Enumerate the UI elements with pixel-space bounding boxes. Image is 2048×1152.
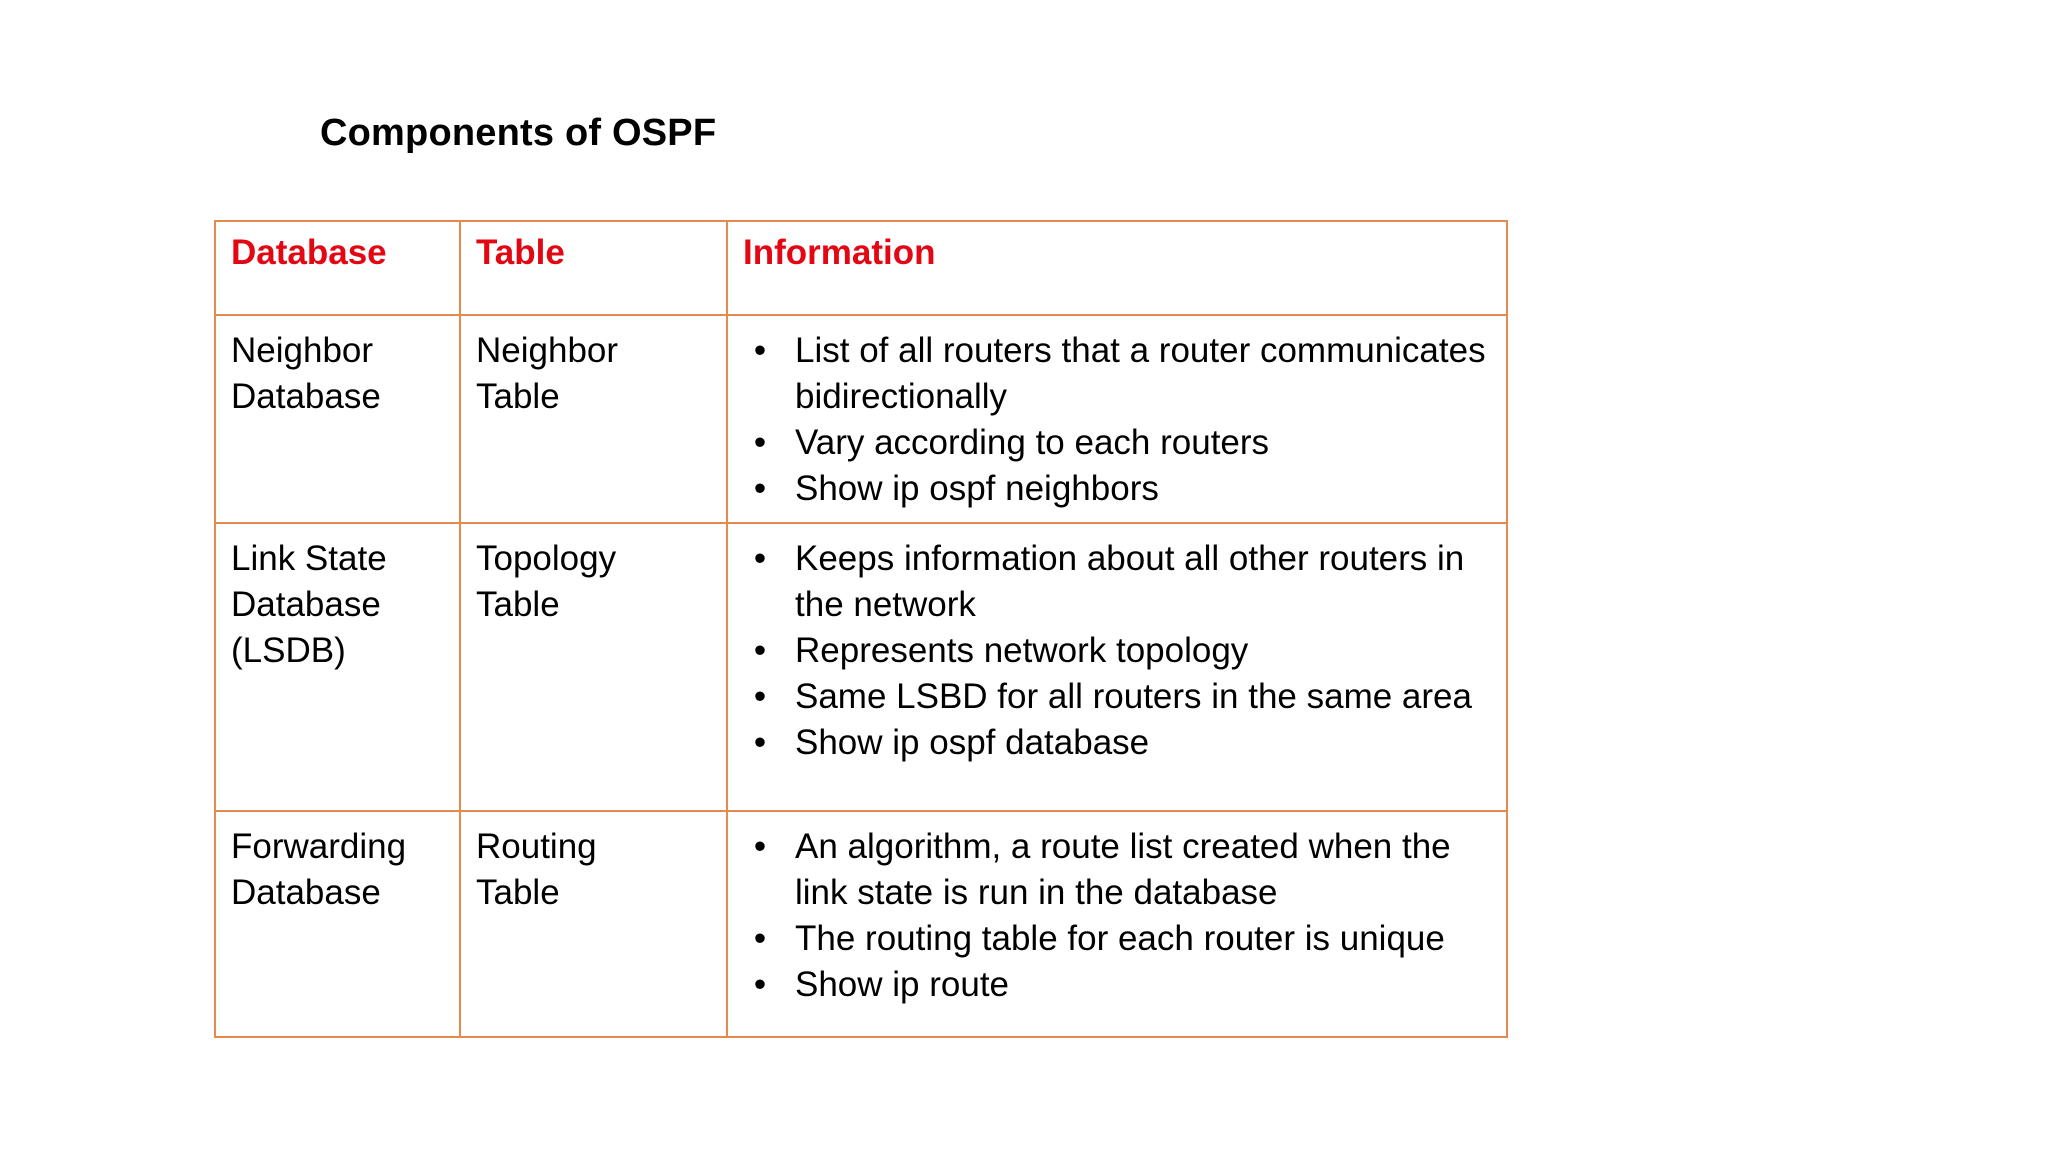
database-cell bbox=[215, 811, 460, 1037]
database-line: (LSDB) bbox=[231, 631, 346, 670]
bullet: • bbox=[753, 631, 767, 670]
table-line: Routing bbox=[476, 827, 597, 866]
bullet: • bbox=[753, 423, 767, 462]
list-item-text: Keeps information about all other routers in the network bbox=[795, 539, 1465, 624]
information-cell bbox=[727, 811, 1507, 1037]
database-line: Forwarding bbox=[231, 827, 407, 866]
list-item-text: List of all routers that a router communicates bidirectionally bbox=[795, 331, 1486, 416]
list-item bbox=[743, 466, 1492, 512]
table-cell bbox=[460, 523, 727, 811]
slide-title: Components of OSPF bbox=[320, 112, 717, 154]
list-item bbox=[743, 420, 1492, 466]
table-row bbox=[215, 811, 1507, 1037]
database-cell bbox=[215, 315, 460, 523]
table-line: Table bbox=[476, 377, 560, 416]
list-item-text: Vary according to each routers bbox=[795, 423, 1270, 462]
table-line: Neighbor bbox=[476, 331, 619, 370]
table-cell bbox=[460, 315, 727, 523]
table-header-row bbox=[215, 221, 1507, 315]
list-item-text: The routing table for each router is unique bbox=[795, 919, 1445, 958]
bullet: • bbox=[753, 539, 767, 578]
list-item bbox=[743, 720, 1492, 766]
list-item-text: An algorithm, a route list created when the link state is run in the database bbox=[795, 827, 1451, 912]
bullet: • bbox=[753, 919, 767, 958]
table-cell bbox=[460, 811, 727, 1037]
list-item-text: Show ip ospf database bbox=[795, 723, 1150, 762]
database-line: Link State bbox=[231, 539, 387, 578]
list-item-text: Show ip route bbox=[795, 965, 1010, 1004]
header-table: Table bbox=[460, 221, 727, 315]
database-line: Database bbox=[231, 377, 381, 416]
list-item bbox=[743, 916, 1492, 962]
information-cell bbox=[727, 315, 1507, 523]
database-line: Database bbox=[231, 873, 381, 912]
database-line: Database bbox=[231, 585, 381, 624]
ospf-components-table bbox=[214, 220, 1508, 1038]
list-item bbox=[743, 628, 1492, 674]
list-item-text: Same LSBD for all routers in the same area bbox=[795, 677, 1472, 716]
list-item bbox=[743, 962, 1492, 1008]
table-row bbox=[215, 523, 1507, 811]
database-line: Neighbor bbox=[231, 331, 374, 370]
header-database: Database bbox=[215, 221, 460, 315]
bullet: • bbox=[753, 723, 767, 762]
bullet: • bbox=[753, 965, 767, 1004]
list-item-text: Represents network topology bbox=[795, 631, 1249, 670]
list-item bbox=[743, 536, 1492, 628]
table-line: Table bbox=[476, 585, 560, 624]
database-cell bbox=[215, 523, 460, 811]
list-item bbox=[743, 328, 1492, 420]
bullet: • bbox=[753, 469, 767, 508]
list-item-text: Show ip ospf neighbors bbox=[795, 469, 1159, 508]
table-line: Topology bbox=[476, 539, 617, 578]
information-list bbox=[743, 328, 1492, 512]
header-information: Information bbox=[727, 221, 1507, 315]
table-row bbox=[215, 315, 1507, 523]
information-cell bbox=[727, 523, 1507, 811]
bullet: • bbox=[753, 827, 767, 866]
information-list bbox=[743, 824, 1492, 1008]
table-line: Table bbox=[476, 873, 560, 912]
list-item bbox=[743, 674, 1492, 720]
list-item bbox=[743, 824, 1492, 916]
bullet: • bbox=[753, 331, 767, 370]
information-list bbox=[743, 536, 1492, 766]
bullet: • bbox=[753, 677, 767, 716]
